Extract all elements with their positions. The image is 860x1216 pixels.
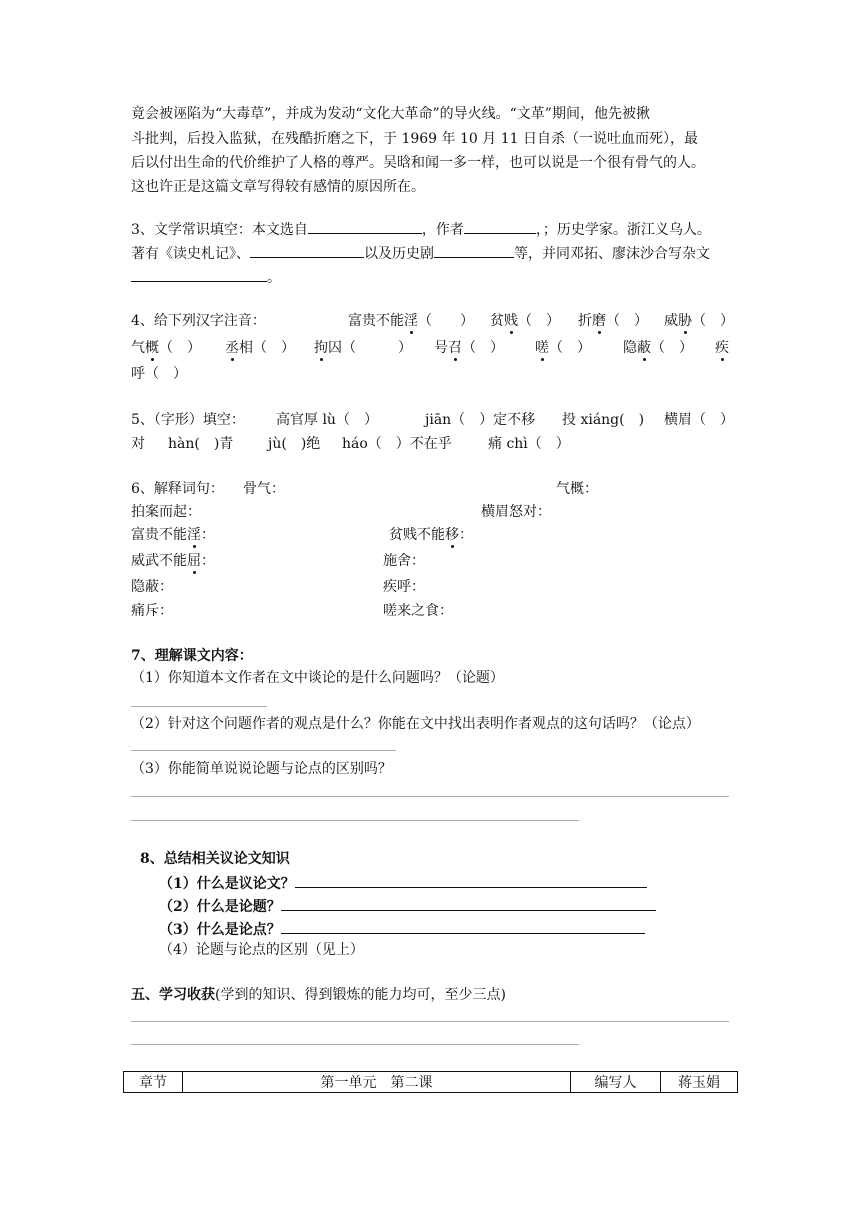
q3-line-3	[131, 267, 281, 288]
q5-item-c: 投 xiáng( )	[562, 412, 645, 428]
intro-line-3: 后以付出生命的代价维护了人格的尊严。吴晗和闻一多一样，也可以说是一个很有骨气的人。	[131, 155, 705, 171]
q4-word-9: 嗟（ ）	[535, 340, 591, 356]
q6-guqi: 骨气：	[243, 481, 285, 497]
q6-tongchi: 痛斥：	[131, 603, 173, 619]
q3-text-4: 著有《读史札记》、	[131, 246, 250, 262]
q5-item-g: jù( )绝	[268, 436, 321, 452]
q3-line-1	[131, 219, 711, 240]
q5-item-i: 痛 chì（ ）	[488, 436, 570, 452]
q7-sub-3: （3）你能简单说说论题与论点的区别吗？	[131, 761, 392, 777]
q6-jihu: 疾呼：	[383, 579, 425, 595]
q6-label: 6、解释词句：	[131, 481, 224, 497]
q3-blank-book[interactable]	[250, 243, 364, 258]
q6-weiwu: 威武不能屈：	[131, 553, 215, 569]
q4-word-12: 呼（ ）	[131, 366, 187, 382]
q7-answer-line-3[interactable]	[131, 796, 729, 797]
intro-line-1: 竟会被诬陷为“大毒草”，并成为发动“文化大革命”的导火线。“文革”期间，他先被揪	[131, 106, 650, 122]
q7-answer-line-2[interactable]	[131, 750, 396, 751]
q7-title: 7、理解课文内容：	[131, 648, 253, 664]
q8-sub-4: （4）论题与论点的区别（见上）	[159, 942, 364, 958]
q4-word-2: 贫贱（ ）	[490, 313, 560, 329]
q3-text-7: 。	[267, 270, 281, 286]
q8-title: 8、总结相关议论文知识	[140, 851, 290, 867]
q7-sub-2: （2）针对这个问题作者的观点是什么？你能在文中找出表明作者观点的这句话吗？（论点）	[131, 716, 700, 732]
q4-word-3: 折磨（ ）	[578, 313, 648, 329]
q4-label: 4、给下列汉字注音：	[131, 313, 266, 329]
chapter-table	[123, 1071, 738, 1093]
chapter-value: 第一单元 第二课	[183, 1072, 571, 1093]
q4-word-7: 拘囚（ ）	[314, 340, 412, 356]
q8-sub-2: （2）什么是论题？	[159, 895, 656, 917]
q7-sub-1: （1）你知道本文作者在文中谈论的是什么问题吗？（论题）	[131, 670, 504, 686]
gains-answer-line-1[interactable]	[131, 1021, 729, 1022]
table-row	[124, 1072, 738, 1093]
q8-blank-1[interactable]	[295, 872, 647, 888]
q3-text-2: ，作者	[421, 222, 464, 238]
q6-shishe: 施舍：	[383, 553, 425, 569]
q6-hengmei: 横眉怒对：	[481, 504, 551, 520]
intro-line-2: 斗批判，后投入监狱，在残酷折磨之下，于 1969 年 10 月 11 日自杀（一说吐血而死），最	[131, 131, 698, 147]
q4-word-8: 号召（ ）	[434, 340, 504, 356]
q7-answer-line-4[interactable]	[131, 820, 579, 821]
q7-answer-line-1[interactable]	[131, 706, 267, 707]
q3-blank-essay[interactable]	[131, 267, 267, 282]
q5-label: 5、（字形）填空：	[131, 412, 245, 428]
q3-text-6: 等，并同邓拓、廖沫沙合写杂文	[514, 246, 710, 262]
q4-word-6: 丞相（ ）	[225, 340, 295, 356]
q6-pinjian: 贫贱不能移：	[389, 527, 473, 543]
q5-item-b: jiān（ ）定不移	[425, 412, 536, 428]
q3-blank-author[interactable]	[464, 219, 536, 234]
q8-blank-2[interactable]	[281, 895, 656, 911]
q8-sub-1: （1）什么是议论文？	[159, 872, 647, 894]
q5-item-d: 横眉（ ）	[664, 412, 734, 428]
q5-item-f: hàn( )青	[168, 436, 234, 452]
q4-word-4: 威胁（ ）	[664, 313, 734, 329]
q6-paian: 拍案而起：	[131, 504, 201, 520]
q5-item-h: háo（ ）不在乎	[342, 436, 452, 452]
gains-heading: 五、学习收获(学到的知识、得到锻炼的能力均可，至少三点)	[131, 987, 506, 1003]
q6-fugui: 富贵不能淫：	[131, 527, 215, 543]
q3-blank-source[interactable]	[308, 219, 422, 234]
q3-text-1: 3、文学常识填空：本文选自	[131, 222, 308, 238]
chapter-label: 章节	[124, 1072, 183, 1093]
q8-blank-3[interactable]	[281, 918, 645, 934]
q4-word-5: 气概（ ）	[131, 340, 201, 356]
intro-line-4: 这也许正是这篇文章写得较有感情的原因所在。	[131, 179, 425, 195]
q4-word-1: 富贵不能淫（ ）	[348, 313, 474, 329]
gains-answer-line-2[interactable]	[131, 1044, 579, 1045]
q6-qigai: 气概：	[556, 481, 598, 497]
q3-text-3: ，；历史学家。浙江义乌人。	[535, 222, 711, 238]
q5-item-e: 对	[131, 436, 145, 452]
q8-sub-3: （3）什么是论点？	[159, 918, 645, 940]
q4-word-11: 疾	[715, 340, 729, 356]
q3-blank-drama[interactable]	[434, 243, 514, 258]
q5-item-a: 高官厚 lù（ ）	[276, 412, 378, 428]
q6-jielai: 嗟来之食：	[383, 603, 453, 619]
q4-word-10: 隐蔽（ ）	[623, 340, 693, 356]
author-label: 编写人	[571, 1072, 661, 1093]
author-value: 蒋玉娟	[661, 1072, 738, 1093]
q3-text-5: 以及历史剧	[364, 246, 434, 262]
q3-line-2	[131, 243, 710, 264]
q6-yinbi: 隐蔽：	[131, 579, 173, 595]
